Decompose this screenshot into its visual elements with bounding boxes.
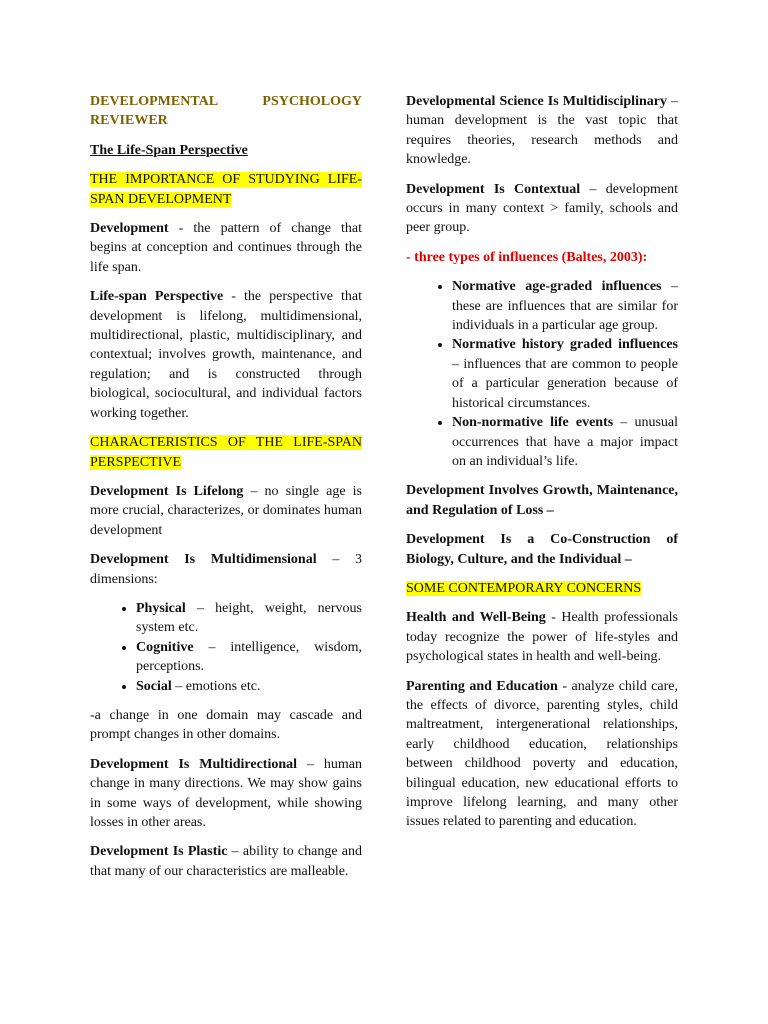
document-title: DEVELOPMENTAL PSYCHOLOGY REVIEWER xyxy=(90,94,362,129)
definition: – development occurs in many context > family, schools and peer group. xyxy=(406,181,679,236)
definition: – ability to change and that many of our characteristics are malleable. xyxy=(90,844,362,879)
paragraph-lifespan-perspective xyxy=(90,287,362,423)
term: Life-span Perspective xyxy=(90,289,224,305)
definition: – influences that are common to people of a particular generation because of historical circumstances. xyxy=(452,356,678,411)
definition: – height, weight, nervous system etc. xyxy=(136,600,362,636)
highlight-text: CHARACTERISTICS OF THE LIFE-SPAN PERSPECTIVE xyxy=(90,435,362,470)
definition: – 3 dimensions: xyxy=(90,552,363,587)
term: Cognitive xyxy=(136,639,194,655)
term: Development Is Contextual xyxy=(406,181,581,197)
term: Parenting and Education xyxy=(406,678,558,694)
dimensions-list xyxy=(90,599,362,696)
term: Normative history graded influences xyxy=(452,337,678,353)
highlight-text: THE IMPORTANCE OF STUDYING LIFE-SPAN DEVELOPMENT xyxy=(90,172,362,207)
definition: - the perspective that development is lifelong, multidimensional, multidirectional, plastic, multidisciplinary, and contextual; involves growth, maintenance, and regulation; and is constructed through biological, sociocultural, and individual factors working together. xyxy=(90,289,362,421)
term: Health and Well-Being xyxy=(406,610,546,626)
influences-list xyxy=(406,277,678,471)
term: Normative age-graded influences xyxy=(452,279,662,295)
paragraph-parenting xyxy=(406,677,678,832)
definition: – human development is the vast topic that requires theories, research methods and knowledge. xyxy=(406,94,678,168)
paragraph-development xyxy=(90,219,362,277)
term: Development xyxy=(90,221,169,237)
term: Development Is a Co-Construction of Biology, Culture, and the Individual – xyxy=(406,532,678,567)
paragraph-multidirectional xyxy=(90,755,362,833)
term: Development Is Plastic xyxy=(90,844,228,860)
paragraph-cascade: -a change in one domain may cascade and prompt changes in other domains. xyxy=(90,707,362,743)
paragraph-multidimensional xyxy=(90,550,362,589)
definition: – emotions etc. xyxy=(171,678,261,694)
term: Non-normative life events xyxy=(452,415,614,431)
highlight-text: SOME CONTEMPORARY CONCERNS xyxy=(406,580,642,596)
definition: – no single age is more crucial, characterizes, or dominates human development xyxy=(90,483,362,538)
highlight-heading-concerns xyxy=(406,579,678,598)
paragraph-growth xyxy=(406,481,678,520)
paragraph-plastic xyxy=(90,842,362,881)
definition: – human change in many directions. We may show gains in some ways of development, while showing losses in other areas. xyxy=(90,756,362,830)
list-item xyxy=(136,677,362,696)
paragraph-contextual xyxy=(406,180,678,238)
left-column xyxy=(90,92,362,891)
term: Development Involves Growth, Maintenance, and Regulation of Loss – xyxy=(406,483,678,518)
section-subtitle: The Life-Span Perspective xyxy=(90,142,248,158)
highlight-heading-importance xyxy=(90,170,362,209)
list-item xyxy=(136,599,362,638)
paragraph-lifelong xyxy=(90,482,362,540)
right-column xyxy=(406,92,678,842)
definition: – unusual occurrences that have a major impact on an individual’s life. xyxy=(452,415,678,469)
term: Physical xyxy=(136,600,186,616)
definition: – these are influences that are similar for individuals in a particular age group. xyxy=(452,279,678,334)
term: Development Is Multidimensional xyxy=(90,552,317,568)
paragraph-multidisciplinary xyxy=(406,92,678,170)
definition: - Health professionals today recognize the power of life-styles and psychological states in health and well-being. xyxy=(406,610,678,665)
definition: - the pattern of change that begins at conception and continues through the life span. xyxy=(90,221,362,275)
definition: - analyze child care, the effects of divorce, parenting styles, child maltreatment, intergenerational relationships, early childhood education, relationships between childhood poverty and education, bilingual education, new educational efforts to improve lifelong learning, and many other issues related to parenting and education. xyxy=(406,678,678,830)
list-item xyxy=(452,277,678,335)
definition: – intelligence, wisdom, perceptions. xyxy=(136,639,362,675)
list-item xyxy=(452,413,678,471)
term: Development Is Lifelong xyxy=(90,483,244,499)
term: Developmental Science Is Multidisciplinary xyxy=(406,94,667,109)
highlight-heading-characteristics xyxy=(90,433,362,472)
term: Social xyxy=(136,678,172,694)
paragraph-coconstruction xyxy=(406,530,678,569)
influences-heading: - three types of influences (Baltes, 2003): xyxy=(406,249,648,265)
term: Development Is Multidirectional xyxy=(90,756,298,772)
paragraph-health xyxy=(406,608,678,666)
list-item xyxy=(452,335,678,413)
list-item xyxy=(136,638,362,677)
